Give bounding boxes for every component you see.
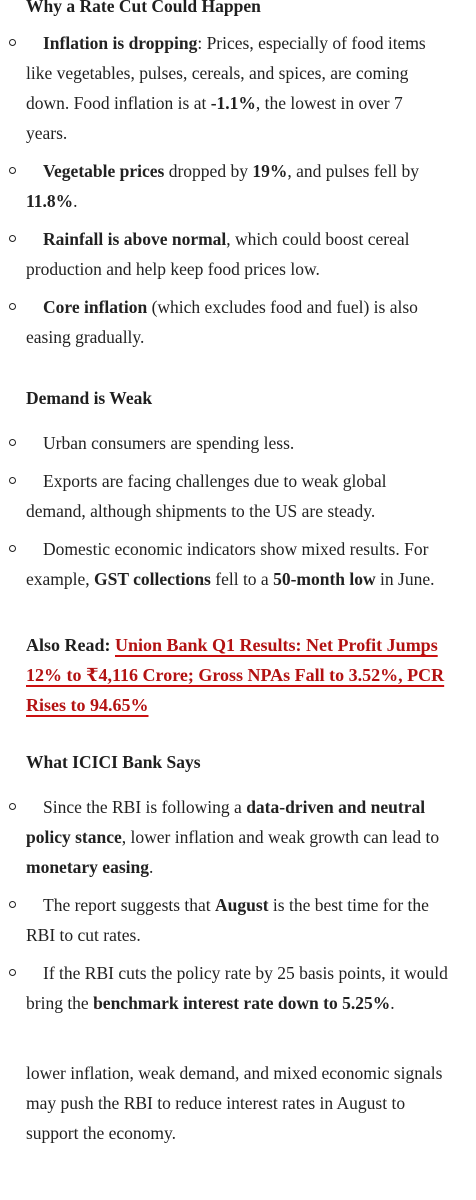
item-text: : Prices, especially of food items like vegetables, pulses, cereals, and spices, are coming down. Food inflation is at <box>26 33 426 113</box>
list-item <box>26 890 448 950</box>
item-text: . <box>73 191 78 211</box>
item-text: If the RBI cuts the policy rate by 25 basis points, it would bring the <box>26 963 448 1013</box>
bold-text: 11.8% <box>26 191 74 211</box>
item-text: Domestic economic indicators show mixed results. For example, <box>26 539 429 589</box>
list-item <box>26 466 448 526</box>
item-text: , and pulses fell by <box>287 161 420 181</box>
item-text: Urban consumers are spending less. <box>43 433 295 453</box>
bullet-icon <box>9 969 16 976</box>
bullet-icon <box>9 901 16 908</box>
icici-list <box>26 792 448 1018</box>
also-read <box>26 630 448 720</box>
item-text: is the best time for the RBI to cut rates. <box>26 895 429 945</box>
list-item <box>26 28 448 148</box>
bold-text: Vegetable prices <box>43 161 165 181</box>
list-item <box>26 792 448 882</box>
item-text: . <box>390 993 395 1013</box>
item-text: (which excludes food and fuel) is also easing gradually. <box>26 297 418 347</box>
bold-text: 50-month low <box>273 569 376 589</box>
bold-text: Rainfall is above normal <box>43 229 227 249</box>
list-item <box>26 534 448 594</box>
conclusion-paragraph: lower inflation, weak demand, and mixed economic signals may push the RBI to reduce interest rates in August to support the economy. <box>26 1063 443 1143</box>
item-text: , lower inflation and weak growth can lead to <box>121 827 440 847</box>
rate-cut-list <box>26 28 448 352</box>
bold-text: Inflation is dropping <box>43 33 198 53</box>
bullet-icon <box>9 477 16 484</box>
bold-text: -1.1% <box>210 93 256 113</box>
bold-text: Core inflation <box>43 297 148 317</box>
bullet-icon <box>9 303 16 310</box>
item-text: Exports are facing challenges due to weak global demand, although shipments to the US are steady. <box>26 471 387 521</box>
item-text: fell to a <box>210 569 274 589</box>
item-text: , the lowest in over 7 years. <box>26 93 403 143</box>
item-text: . <box>148 857 154 877</box>
item-text: , which could boost cereal production and help keep food prices low. <box>26 229 410 279</box>
bold-text: data-driven and neutral policy stance <box>26 797 426 847</box>
section-heading-icici: What ICICI Bank Says <box>26 752 201 772</box>
item-text: The report suggests that <box>43 895 216 915</box>
bold-text: monetary easing <box>26 857 149 877</box>
also-read-label: Also Read: <box>26 635 115 655</box>
list-item <box>26 224 448 284</box>
bullet-icon <box>9 167 16 174</box>
list-item <box>26 428 448 458</box>
section-heading-rate-cut: Why a Rate Cut Could Happen <box>26 0 261 16</box>
list-item <box>26 156 448 216</box>
bold-text: benchmark interest rate down to 5.25% <box>93 993 391 1013</box>
bullet-icon <box>9 803 16 810</box>
bold-text: 19% <box>252 161 288 181</box>
bullet-icon <box>9 235 16 242</box>
also-read-link[interactable]: Union Bank Q1 Results: Net Profit Jumps 12% to ₹4,116 Crore; Gross NPAs Fall to 3.52%, PCR Rises to 94.65% <box>26 635 445 715</box>
demand-list <box>26 428 448 594</box>
bullet-icon <box>9 39 16 46</box>
bold-text: August <box>215 895 269 915</box>
item-text: in June. <box>375 569 435 589</box>
list-item <box>26 958 448 1018</box>
bullet-icon <box>9 545 16 552</box>
list-item <box>26 292 448 352</box>
section-heading-demand: Demand is Weak <box>26 388 153 408</box>
item-text: Since the RBI is following a <box>43 797 247 817</box>
bullet-icon <box>9 439 16 446</box>
bold-text: GST collections <box>94 569 211 589</box>
item-text: dropped by <box>164 161 253 181</box>
